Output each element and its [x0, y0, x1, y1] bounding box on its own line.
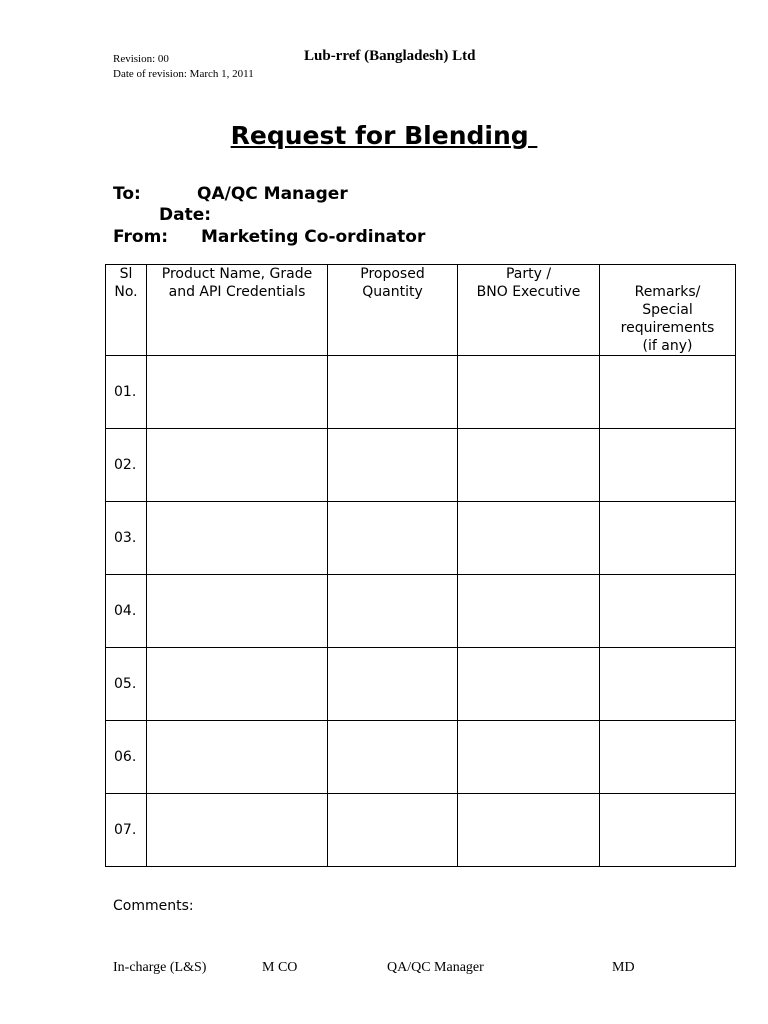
signature-md: MD	[612, 960, 635, 975]
table-row	[106, 794, 736, 867]
party-cell[interactable]	[458, 502, 600, 575]
quantity-cell[interactable]	[328, 794, 458, 867]
signature-incharge: In-charge (L&S)	[113, 960, 207, 975]
party-cell[interactable]	[458, 721, 600, 794]
table-row	[106, 429, 736, 502]
col-header-party	[458, 265, 600, 356]
col-header-product-name	[147, 265, 328, 356]
quantity-cell[interactable]	[328, 721, 458, 794]
table-row	[106, 502, 736, 575]
to-value: QA/QC Manager	[197, 184, 348, 204]
remarks-cell[interactable]	[600, 721, 736, 794]
revision-date: Date of revision: March 1, 2011	[113, 68, 254, 80]
party-cell[interactable]	[458, 575, 600, 648]
date-label: Date:	[159, 205, 212, 225]
revision-number: Revision: 00	[113, 53, 169, 65]
quantity-cell[interactable]	[328, 429, 458, 502]
row-number: 05.	[106, 648, 147, 721]
blending-request-table	[105, 264, 736, 867]
product-name-cell[interactable]	[147, 721, 328, 794]
remarks-cell[interactable]	[600, 575, 736, 648]
table-header-row	[106, 265, 736, 356]
party-cell[interactable]	[458, 429, 600, 502]
col-header-proposed-quantity	[328, 265, 458, 356]
col-header-text: Product Name, Grade	[161, 266, 313, 282]
col-header-text: Sl	[119, 266, 133, 282]
table-row	[106, 575, 736, 648]
col-header-sl-no	[106, 265, 147, 356]
product-name-cell[interactable]	[147, 648, 328, 721]
product-name-cell[interactable]	[147, 502, 328, 575]
row-number: 03.	[106, 502, 147, 575]
quantity-cell[interactable]	[328, 356, 458, 429]
remarks-cell[interactable]	[600, 356, 736, 429]
product-name-cell[interactable]	[147, 794, 328, 867]
form-title: Request for Blending	[230, 121, 538, 150]
remarks-cell[interactable]	[600, 648, 736, 721]
row-number: 01.	[106, 356, 147, 429]
col-header-text: Special	[642, 302, 693, 318]
signature-mco: M CO	[262, 960, 298, 975]
party-cell[interactable]	[458, 648, 600, 721]
table-row	[106, 648, 736, 721]
col-header-text: requirements	[620, 320, 715, 336]
party-cell[interactable]	[458, 794, 600, 867]
table-row	[106, 356, 736, 429]
remarks-cell[interactable]	[600, 794, 736, 867]
from-label: From:	[113, 227, 169, 247]
from-value: Marketing Co-ordinator	[201, 227, 426, 247]
product-name-cell[interactable]	[147, 575, 328, 648]
col-header-text: Remarks/	[634, 284, 701, 300]
col-header-text: and API Credentials	[168, 284, 306, 300]
quantity-cell[interactable]	[328, 502, 458, 575]
product-name-cell[interactable]	[147, 356, 328, 429]
col-header-text: Quantity	[362, 284, 423, 300]
col-header-remarks	[600, 265, 736, 356]
row-number: 04.	[106, 575, 147, 648]
col-header-text: BNO Executive	[476, 284, 581, 300]
comments-label: Comments:	[113, 898, 194, 914]
signature-qaqc-manager: QA/QC Manager	[387, 960, 484, 975]
company-name: Lub-rref (Bangladesh) Ltd	[304, 48, 476, 64]
quantity-cell[interactable]	[328, 575, 458, 648]
row-number: 07.	[106, 794, 147, 867]
to-label: To:	[113, 184, 141, 204]
party-cell[interactable]	[458, 356, 600, 429]
remarks-cell[interactable]	[600, 429, 736, 502]
product-name-cell[interactable]	[147, 429, 328, 502]
table-row	[106, 721, 736, 794]
col-header-text: Proposed	[360, 266, 425, 282]
row-number: 02.	[106, 429, 147, 502]
col-header-text: (if any)	[642, 338, 693, 354]
col-header-text: Party /	[505, 266, 552, 282]
row-number: 06.	[106, 721, 147, 794]
remarks-cell[interactable]	[600, 502, 736, 575]
quantity-cell[interactable]	[328, 648, 458, 721]
col-header-text: No.	[114, 284, 138, 300]
